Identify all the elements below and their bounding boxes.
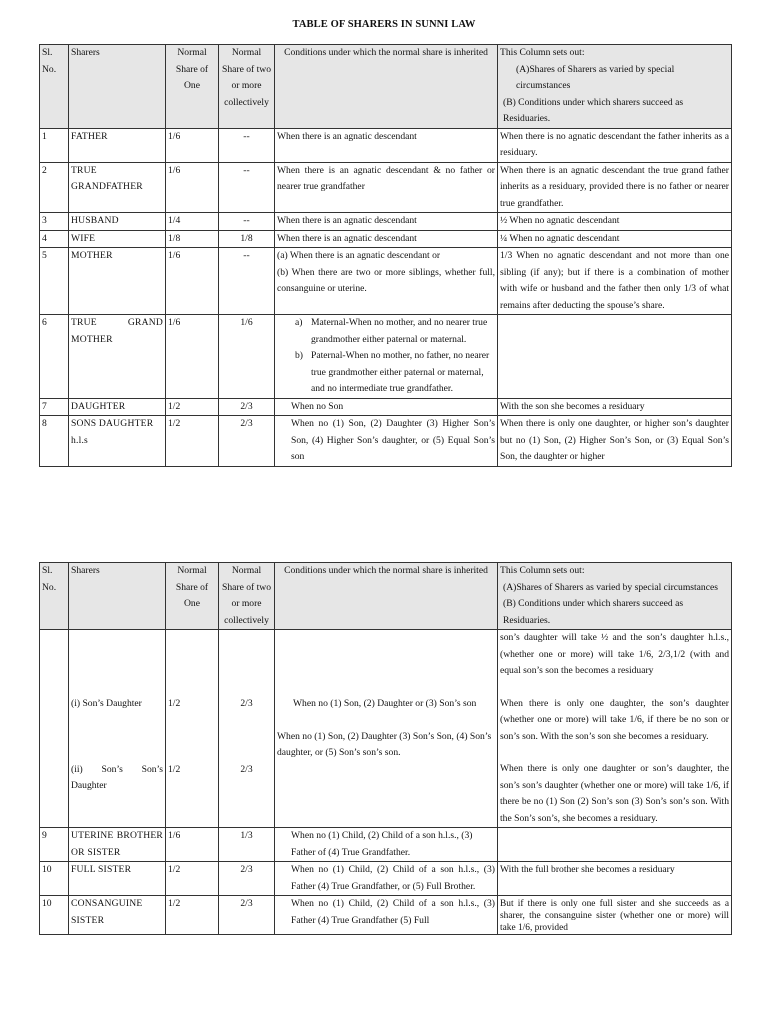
table-header-row xyxy=(40,45,732,129)
row-number: 9 xyxy=(40,828,69,862)
row-number: 1 xyxy=(40,128,69,162)
row-number: 6 xyxy=(40,315,69,399)
table-row xyxy=(40,862,732,896)
condition-a: (a) When there is an agnatic descendant or xyxy=(277,250,441,261)
share-many: -- xyxy=(219,248,275,315)
share-many: -- xyxy=(219,162,275,213)
table-header-row xyxy=(40,563,732,630)
sharer-name-main: SONS DAUGHTER xyxy=(71,418,154,429)
row-number: 10 xyxy=(40,862,69,896)
condition: When no (1) Son, (2) Daughter (3) Higher Son’s Son, (4) Higher Son’s daughter, or (5) Equal Son’s son xyxy=(275,416,498,467)
row-number: 7 xyxy=(40,398,69,416)
header-notes-a: (A)Shares of Sharers as varied by special circumstances xyxy=(516,63,675,91)
share-one: 1/2 xyxy=(166,398,219,416)
header-sharers: Sharers xyxy=(69,45,166,129)
condition: When there is an agnatic descendant xyxy=(275,128,498,162)
page-title: TABLE OF SHARERS IN SUNNI LAW xyxy=(292,19,476,30)
condition: When no (1) Child, (2) Child of a son h.l.s., (3) Father (4) True Grandfather (5) Full xyxy=(275,896,498,935)
share-one: 1/6 xyxy=(166,162,219,213)
share-many: 1/6 xyxy=(219,315,275,399)
sharer-name: FULL SISTER xyxy=(69,862,166,896)
sharers-table-part-2 xyxy=(39,562,732,935)
sharer-name: TRUE GRANDFATHER xyxy=(69,162,166,213)
row-number xyxy=(40,630,69,828)
share-many-ii: 2/3 xyxy=(240,763,253,775)
row-number: 5 xyxy=(40,248,69,315)
note: With the full brother she becomes a residuary xyxy=(498,862,732,896)
header-share-many: Normal Share of two or more collectively xyxy=(219,563,275,630)
sharer-name: DAUGHTER xyxy=(69,398,166,416)
row-number: 8 xyxy=(40,416,69,467)
condition xyxy=(275,248,498,315)
header-conditions: Conditions under which the normal share is inherited xyxy=(275,45,498,129)
share-many: -- xyxy=(219,213,275,231)
header-notes-intro: This Column sets out: xyxy=(500,565,585,576)
sharer-name: UTERINE BROTHER OR SISTER xyxy=(69,828,166,862)
header-notes-a: (A)Shares of Sharers as varied by special circumstances xyxy=(503,581,718,593)
table-row xyxy=(40,630,732,828)
table-row xyxy=(40,896,732,935)
sharers-table-part-1 xyxy=(39,44,732,467)
note xyxy=(498,315,732,399)
table-row xyxy=(40,398,732,416)
note-part-1: son’s daughter will take ½ and the son’s daughter h.l.s., (whether one or more) will take 1/6, 2/3,1/2 (with and equal son’s son the becomes a residuary xyxy=(500,632,729,676)
sharer-name-ii: (ii) Son’s Son’s Daughter xyxy=(71,763,163,791)
table-row xyxy=(40,230,732,248)
share-one: 1/4 xyxy=(166,213,219,231)
share-one: 1/2 xyxy=(166,862,219,896)
note: ¼ When no agnatic descendant xyxy=(498,230,732,248)
table-row xyxy=(40,128,732,162)
condition-item xyxy=(295,348,495,398)
share-many: -- xyxy=(219,128,275,162)
sharer-name: MOTHER xyxy=(69,248,166,315)
table-row xyxy=(40,162,732,213)
row-number: 10 xyxy=(40,896,69,935)
note xyxy=(498,828,732,862)
share-one: 1/2 xyxy=(166,416,219,467)
sharer-name: FATHER xyxy=(69,128,166,162)
table-row xyxy=(40,828,732,862)
header-sl-no: Sl. No. xyxy=(40,45,69,129)
note: When there is only one daughter, or higher son’s daughter but no (1) Son, (2) Higher Son’s Son, or (3) Equal Son’s Son, the daughter or higher xyxy=(498,416,732,467)
share-many: 1/3 xyxy=(219,828,275,862)
condition-text: Maternal-When no mother, and no nearer true grandmother either paternal or maternal. xyxy=(311,317,488,345)
note: When there is an agnatic descendant the true grand father inherits as a residuary, provided there is no father or nearer true grandfather. xyxy=(498,162,732,213)
condition-b: (b) When there are two or more siblings, whether full, consanguine or uterine. xyxy=(277,266,495,294)
row-number: 2 xyxy=(40,162,69,213)
share-one xyxy=(166,630,219,828)
header-sl-no: Sl. No. xyxy=(40,563,69,630)
condition: When there is an agnatic descendant xyxy=(275,213,498,231)
note: 1/3 When no agnatic descendant and not more than one sibling (if any); but if there is a combination of mother with wife or husband and the father then only 1/3 of what remains after deducting the spouse’s share. xyxy=(498,248,732,315)
header-share-one: Normal Share of One xyxy=(166,563,219,630)
share-many: 2/3 xyxy=(219,398,275,416)
row-number: 3 xyxy=(40,213,69,231)
header-notes-intro: This Column sets out: xyxy=(500,47,585,58)
sharer-name-i: (i) Son’s Daughter xyxy=(71,698,142,709)
table-row xyxy=(40,248,732,315)
header-share-one: Normal Share of One xyxy=(166,45,219,129)
condition-text: Paternal-When no mother, no father, no nearer true grandmother either paternal or maternal, and no intermediate true grandfather. xyxy=(311,350,490,394)
note-part-2: When there is only one daughter, the son’s daughter (whether one or more) will take 1/6, if there be no son or son’s son. With the son’s son she becomes a residuary. xyxy=(500,697,729,742)
share-one-ii: 1/2 xyxy=(168,763,181,775)
table-row xyxy=(40,315,732,399)
note: With the son she becomes a residuary xyxy=(498,398,732,416)
share-many-i: 2/3 xyxy=(240,698,253,709)
sharer-name xyxy=(69,630,166,828)
header-notes xyxy=(498,45,732,129)
table-row xyxy=(40,416,732,467)
condition xyxy=(275,630,498,828)
header-conditions: Conditions under which the normal share is inherited xyxy=(275,563,498,630)
header-notes-b: (B) Conditions under which sharers succeed as Residuaries. xyxy=(503,96,684,124)
condition-item xyxy=(295,315,495,348)
note xyxy=(498,630,732,828)
share-one: 1/6 xyxy=(166,828,219,862)
note: When there is no agnatic descendant the father inherits as a residuary. xyxy=(498,128,732,162)
share-many xyxy=(219,630,275,828)
share-many: 1/8 xyxy=(219,230,275,248)
condition: When there is an agnatic descendant xyxy=(275,230,498,248)
share-one: 1/6 xyxy=(166,315,219,399)
condition-ii: When no (1) Son, (2) Daughter (3) Son’s Son, (4) Son’s daughter, or (5) Son’s son’s son. xyxy=(277,730,492,758)
note: ½ When no agnatic descendant xyxy=(498,213,732,231)
condition: When no (1) Child, (2) Child of a son h.l.s., (3) Father (4) True Grandfather, or (5) Full Brother. xyxy=(275,862,498,896)
share-one: 1/2 xyxy=(166,896,219,935)
share-one: 1/6 xyxy=(166,248,219,315)
share-many: 2/3 xyxy=(219,862,275,896)
header-notes-b: (B) Conditions under which sharers succeed as Residuaries. xyxy=(503,598,684,626)
share-many: 2/3 xyxy=(219,416,275,467)
header-notes xyxy=(498,563,732,630)
item-marker: b) xyxy=(295,350,303,361)
header-share-many: Normal Share of two or more collectively xyxy=(219,45,275,129)
condition xyxy=(275,315,498,399)
condition: When there is an agnatic descendant & no father or nearer true grandfather xyxy=(275,162,498,213)
sharer-name: WIFE xyxy=(69,230,166,248)
share-one: 1/6 xyxy=(166,128,219,162)
sharer-name: TRUE GRAND MOTHER xyxy=(69,315,166,399)
sharer-name: HUSBAND xyxy=(69,213,166,231)
table-row xyxy=(40,213,732,231)
share-one: 1/8 xyxy=(166,230,219,248)
header-sharers: Sharers xyxy=(69,563,166,630)
row-number: 4 xyxy=(40,230,69,248)
condition: When no (1) Child, (2) Child of a son h.l.s., (3) Father of (4) True Grandfather. xyxy=(275,828,498,862)
share-many: 2/3 xyxy=(219,896,275,935)
sharer-name-suffix: h.l.s xyxy=(71,434,88,446)
sharer-name xyxy=(69,416,166,467)
share-one-i: 1/2 xyxy=(168,698,181,709)
note: But if there is only one full sister and she succeeds as a sharer, the consanguine sister (whether one or more) will take 1/6, provided xyxy=(498,896,732,935)
sharer-name: CONSANGUINE SISTER xyxy=(69,896,166,935)
item-marker: a) xyxy=(295,317,303,328)
condition-i: When no (1) Son, (2) Daughter or (3) Son’s son xyxy=(293,698,477,709)
condition: When no Son xyxy=(275,398,498,416)
note-part-3: When there is only one daughter or son’s daughter, the son’s son’s daughter (whether one or more) will take 1/6, if there be no (1) Son (2) Son’s son (3) Son’s son’s son. With the Son’s son’s, she becomes a residuary. xyxy=(500,763,729,824)
